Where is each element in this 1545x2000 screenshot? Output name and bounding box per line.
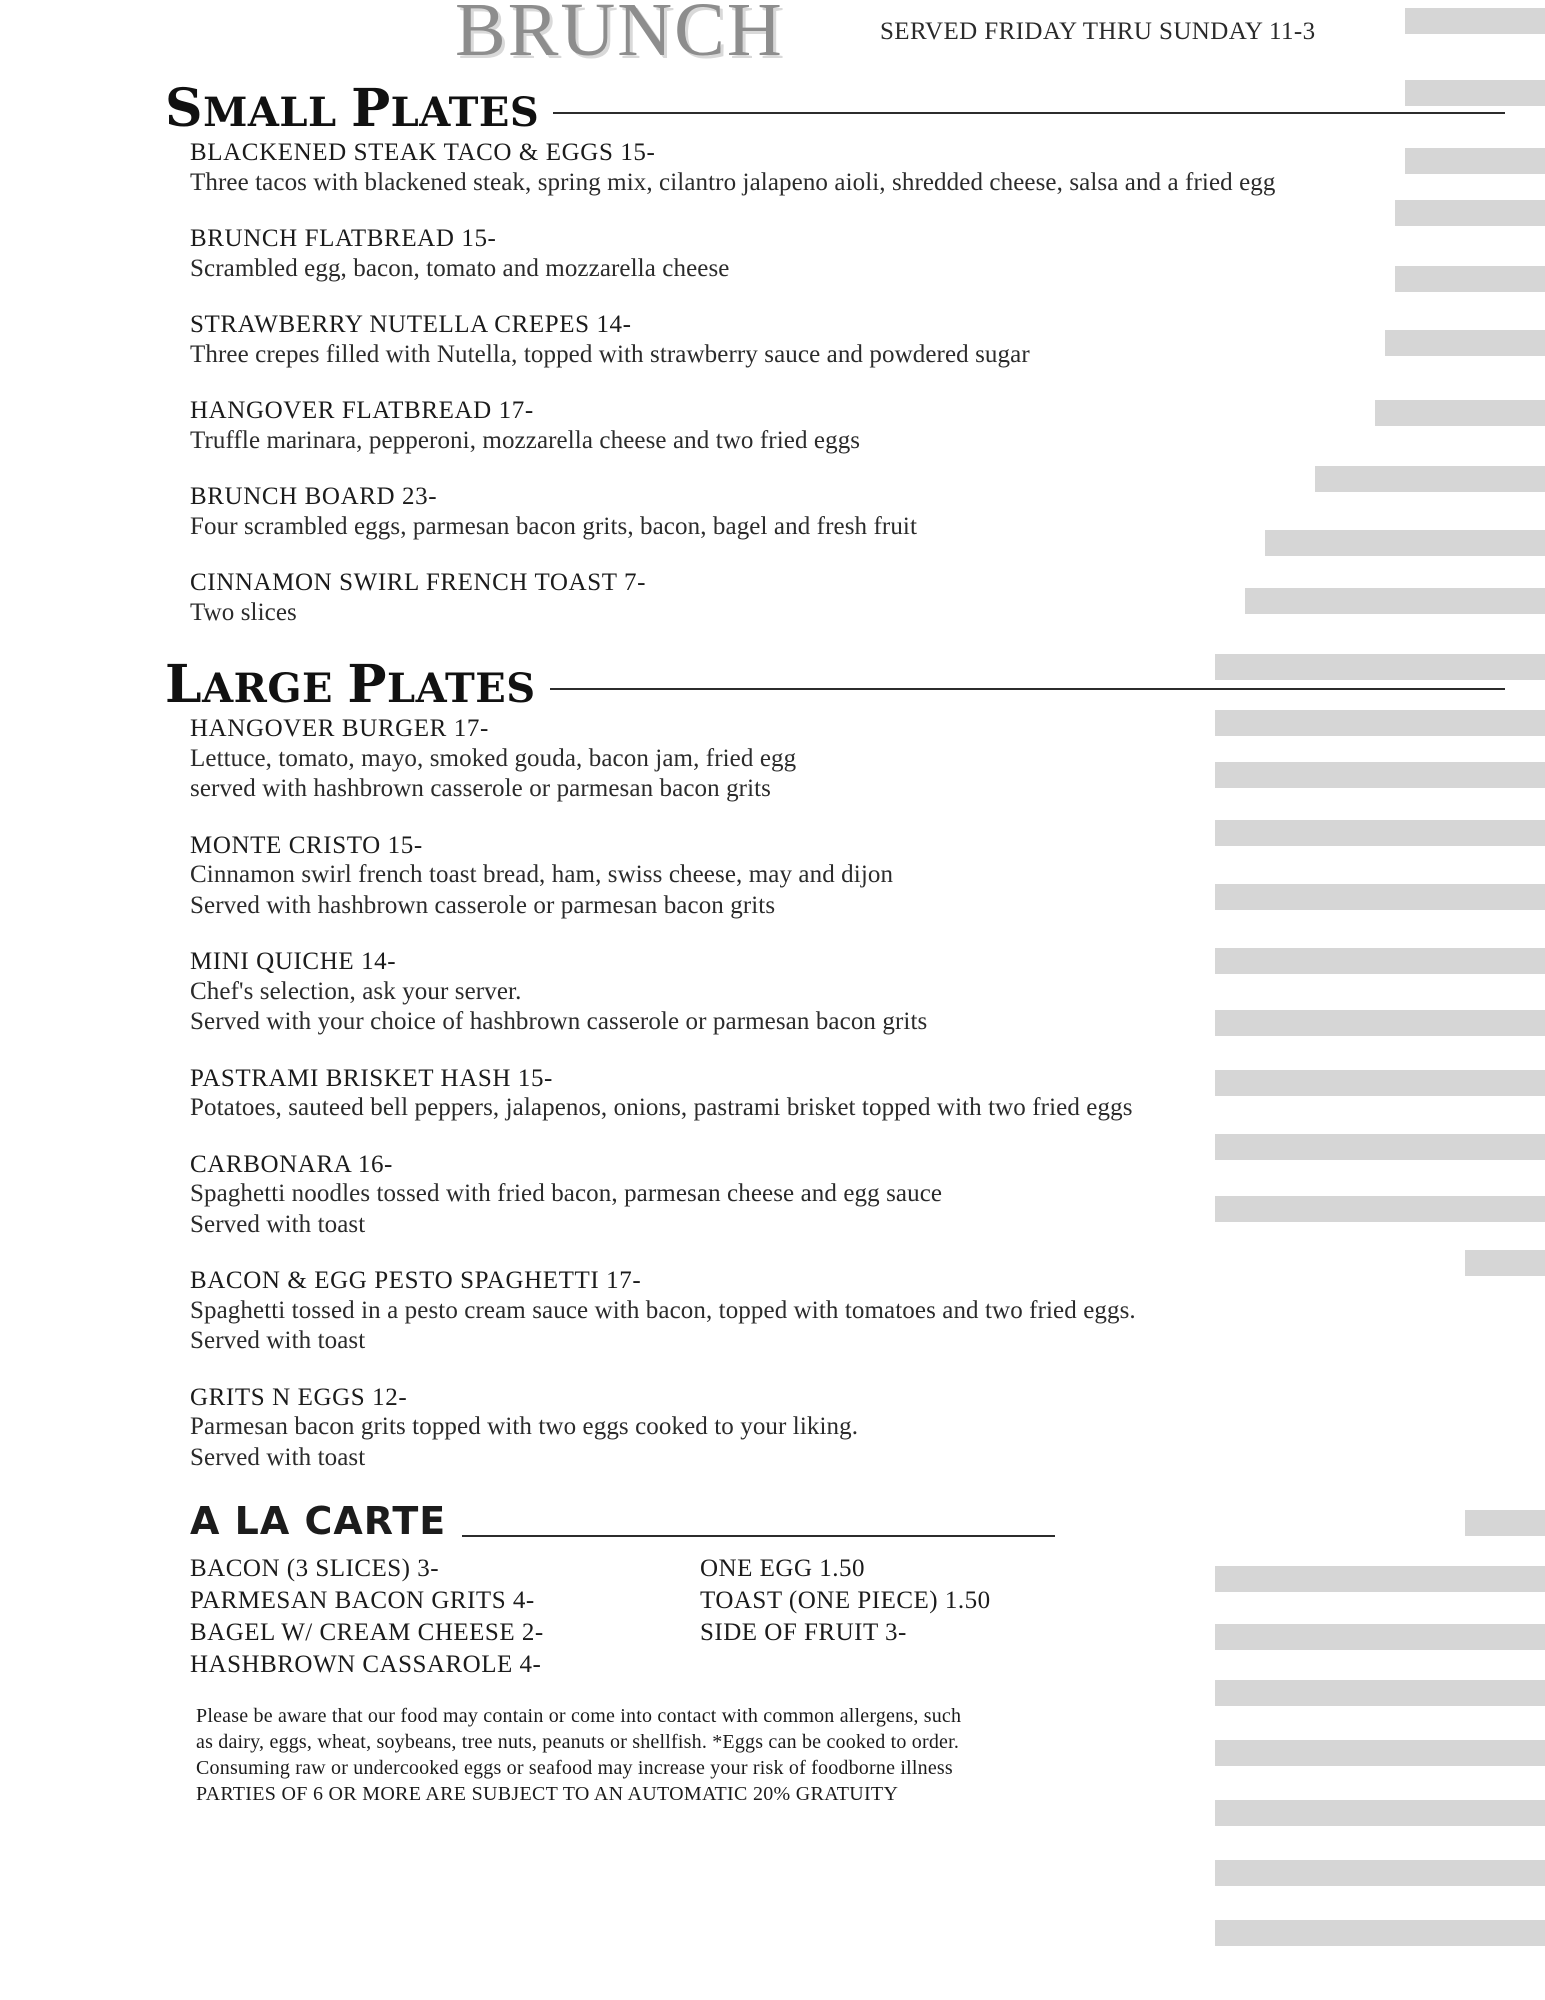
item-description: Parmesan bacon grits topped with two eggs cooked to your liking. <box>190 1413 859 1440</box>
item-name: PASTRAMI BRISKET HASH 15- <box>190 1064 553 1092</box>
allergen-line-1: Please be aware that our food may contain or come into contact with common allergens, such <box>196 1705 962 1727</box>
menu-item <box>190 224 1425 284</box>
item-description: Two slices <box>190 598 297 626</box>
menu-item <box>190 1064 1425 1124</box>
list-item: PARMESAN BACON GRITS 4- <box>190 1587 535 1614</box>
item-name: MONTE CRISTO 15- <box>190 831 423 859</box>
small-plates-items <box>190 138 1425 628</box>
list-item: HASHBROWN CASSAROLE 4- <box>190 1651 542 1678</box>
item-name: CINNAMON SWIRL FRENCH TOAST 7- <box>190 569 647 596</box>
item-name: MINI QUICHE 14- <box>190 948 397 975</box>
a-la-carte-column-2 <box>700 1553 1120 1681</box>
item-name: BRUNCH FLATBREAD 15- <box>190 225 497 252</box>
section-header-small-plates <box>165 78 1505 139</box>
a-la-carte-column-1 <box>190 1553 700 1681</box>
item-description-2: Served with hashbrown casserole or parmesan bacon grits <box>190 891 776 919</box>
item-description: Three tacos with blackened steak, spring mix, cilantro jalapeno aioli, shredded cheese, salsa and a fried egg <box>190 168 1276 196</box>
menu-item <box>190 831 1425 922</box>
service-hours: SERVED FRIDAY THRU SUNDAY 11-3 <box>880 18 1316 45</box>
list-item: BAGEL W/ CREAM CHEESE 2- <box>190 1619 544 1646</box>
item-description-2: served with hashbrown casserole or parmesan bacon grits <box>190 775 772 802</box>
large-plates-items <box>190 714 1425 1473</box>
menu-item <box>190 947 1425 1038</box>
item-name: GRITS N EGGS 12- <box>190 1383 408 1411</box>
item-name: BLACKENED STEAK TACO & EGGS 15- <box>190 139 656 166</box>
item-name: CARBONARA 16- <box>190 1150 393 1178</box>
section-title-small-plates: SMALL PLATES <box>165 78 553 139</box>
list-item: SIDE OF FRUIT 3- <box>700 1619 907 1646</box>
item-description: Spaghetti noodles tossed with fried bacon, parmesan cheese and egg sauce <box>190 1180 943 1207</box>
allergen-line-3: Consuming raw or undercooked eggs or seafood may increase your risk of foodborne illness <box>196 1757 953 1779</box>
section-header-large-plates <box>165 654 1505 715</box>
allergen-notice <box>196 1703 1226 1807</box>
menu-item <box>190 310 1425 370</box>
menu-item <box>190 1383 1425 1474</box>
menu-item <box>190 482 1425 542</box>
masthead <box>0 0 1505 78</box>
item-name: HANGOVER FLATBREAD 17- <box>190 397 534 424</box>
section-title-large-plates: LARGE PLATES <box>165 654 550 715</box>
list-item: TOAST (ONE PIECE) 1.50 <box>700 1587 991 1614</box>
item-description: Lettuce, tomato, mayo, smoked gouda, bacon jam, fried egg <box>190 744 797 772</box>
item-name: STRAWBERRY NUTELLA CREPES 14- <box>190 311 632 338</box>
item-name: BACON & EGG PESTO SPAGHETTI 17- <box>190 1267 642 1294</box>
item-description: Three crepes filled with Nutella, topped with strawberry sauce and powdered sugar <box>190 340 1030 368</box>
menu-item <box>190 138 1425 198</box>
list-item: ONE EGG 1.50 <box>700 1555 866 1582</box>
item-description-2: Served with your choice of hashbrown casserole or parmesan bacon grits <box>190 1008 928 1035</box>
a-la-carte-items <box>190 1553 1505 1681</box>
item-description: Truffle marinara, pepperoni, mozzarella cheese and two fried eggs <box>190 426 861 454</box>
item-name: HANGOVER BURGER 17- <box>190 715 489 742</box>
section-header-a-la-carte <box>190 1499 1505 1551</box>
gratuity-notice: PARTIES OF 6 OR MORE ARE SUBJECT TO AN AUTOMATIC 20% GRATUITY <box>196 1783 899 1805</box>
list-item: BACON (3 SLICES) 3- <box>190 1555 440 1582</box>
page-title: BRUNCH <box>455 0 784 72</box>
menu-item <box>190 1150 1425 1241</box>
menu-item <box>190 714 1425 805</box>
item-description: Four scrambled eggs, parmesan bacon grits, bacon, bagel and fresh fruit <box>190 512 918 540</box>
section-title-a-la-carte: A LA CARTE <box>190 1499 462 1543</box>
item-description-2: Served with toast <box>190 1210 366 1238</box>
item-description-2: Served with toast <box>190 1327 366 1354</box>
menu-item <box>190 396 1425 456</box>
item-description: Cinnamon swirl french toast bread, ham, swiss cheese, may and dijon <box>190 861 894 888</box>
item-description: Scrambled egg, bacon, tomato and mozzarella cheese <box>190 254 730 282</box>
item-description: Potatoes, sauteed bell peppers, jalapenos, onions, pastrami brisket topped with two fried eggs <box>190 1094 1133 1121</box>
allergen-line-2: as dairy, eggs, wheat, soybeans, tree nuts, peanuts or shellfish. *Eggs can be cooked to order. <box>196 1731 960 1753</box>
menu-item <box>190 1266 1425 1357</box>
menu-item <box>190 568 1425 628</box>
item-name: BRUNCH BOARD 23- <box>190 483 438 510</box>
item-description: Spaghetti tossed in a pesto cream sauce with bacon, topped with tomatoes and two fried eggs. <box>190 1296 1136 1324</box>
item-description: Chef's selection, ask your server. <box>190 977 522 1005</box>
item-description-2: Served with toast <box>190 1443 366 1471</box>
